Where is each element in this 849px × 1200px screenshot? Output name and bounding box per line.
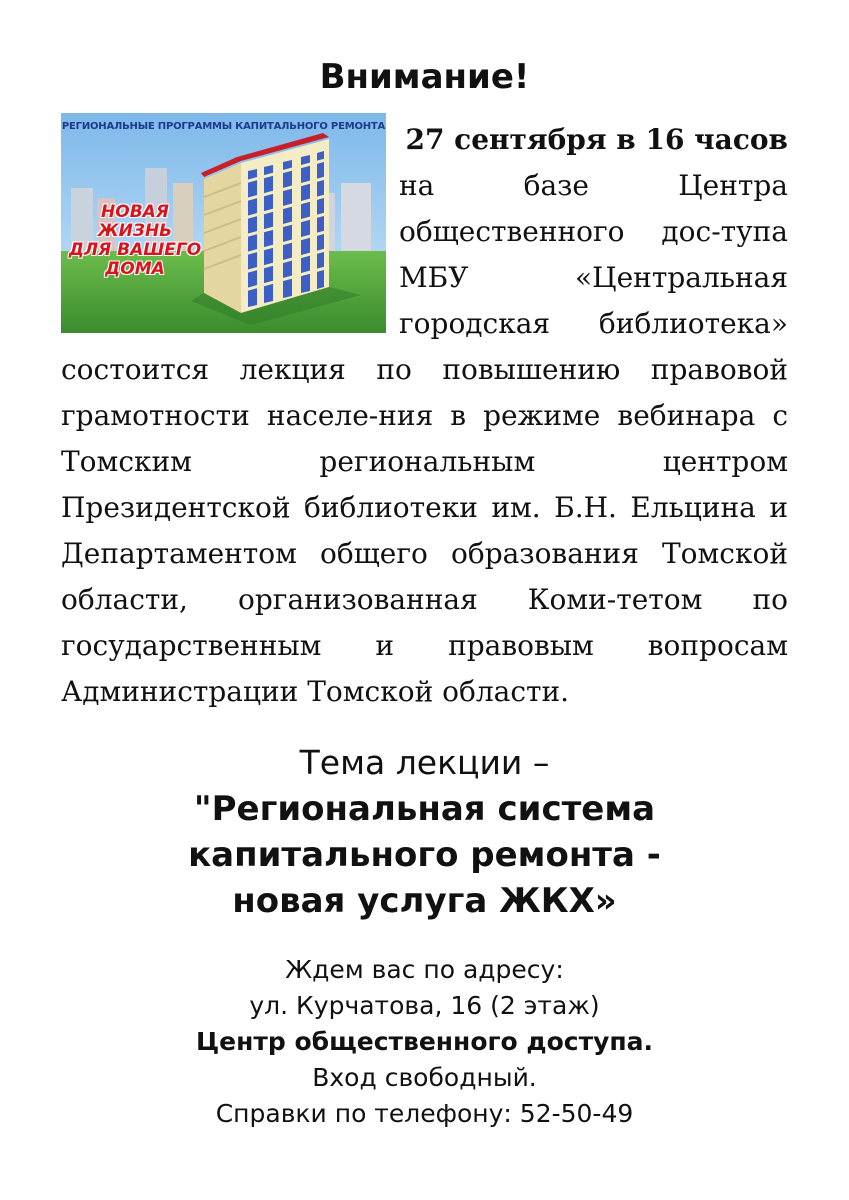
invite-text: Ждем вас по адресу: — [285, 955, 564, 984]
announcement-line: МБУ «Центральная — [399, 261, 788, 294]
announcement-line: области, организованная Коми-тетом по — [61, 583, 788, 616]
announcement-line: государственным и правовым вопросам — [61, 629, 788, 662]
announcement-full-text — [61, 347, 788, 715]
announcement-line: Департаментом общего образования Томской — [61, 537, 788, 570]
lecture-topic-line: капитального ремонта - — [188, 835, 661, 875]
lecture-topic-label: Тема лекции – — [299, 743, 550, 782]
phone-info: Справки по телефону: 52-50-49 — [215, 1099, 634, 1128]
poster-slogan-line: ДЛЯ ВАШЕГО — [68, 240, 202, 260]
lecture-topic-title — [0, 786, 849, 924]
entry-note: Вход свободный. — [312, 1063, 537, 1092]
announcement-line: общественного дос-тупа — [399, 215, 788, 248]
event-date-time: 27 сентября в 16 часов — [405, 123, 788, 156]
capital-repair-poster — [61, 113, 386, 333]
poster-caption: РЕГИОНАЛЬНЫЕ ПРОГРАММЫ КАПИТАЛЬНОГО РЕМОНТА — [61, 121, 386, 132]
announcement-line: состоится лекция по повышению правовой — [61, 353, 788, 386]
announcement-line: городская библиотека» — [399, 307, 788, 340]
address-text: ул. Курчатова, 16 (2 этаж) — [249, 991, 600, 1020]
poster-slogan-line: ДОМА — [105, 259, 165, 279]
page-title: Внимание! — [319, 57, 530, 97]
lecture-topic-line: новая услуга ЖКХ» — [232, 881, 617, 921]
contact-info — [0, 952, 849, 1132]
announcement-line: на базе Центра — [399, 169, 788, 202]
poster-slogan — [65, 203, 205, 279]
lecture-topic-line: "Региональная система — [193, 789, 656, 829]
announcement-line: грамотности населе-ния в режиме вебинара с — [61, 399, 788, 432]
venue-name: Центр общественного доступа. — [195, 1027, 654, 1056]
announcement-line: Администрации Томской области. — [61, 675, 570, 708]
announcement-line: Томским региональным центром — [61, 445, 788, 478]
poster-slogan-line: НОВАЯ ЖИЗНЬ — [97, 202, 173, 241]
announcement-side-text — [399, 117, 788, 347]
announcement-line: Президентской библиотеки им. Б.Н. Ельцина и — [61, 491, 788, 524]
